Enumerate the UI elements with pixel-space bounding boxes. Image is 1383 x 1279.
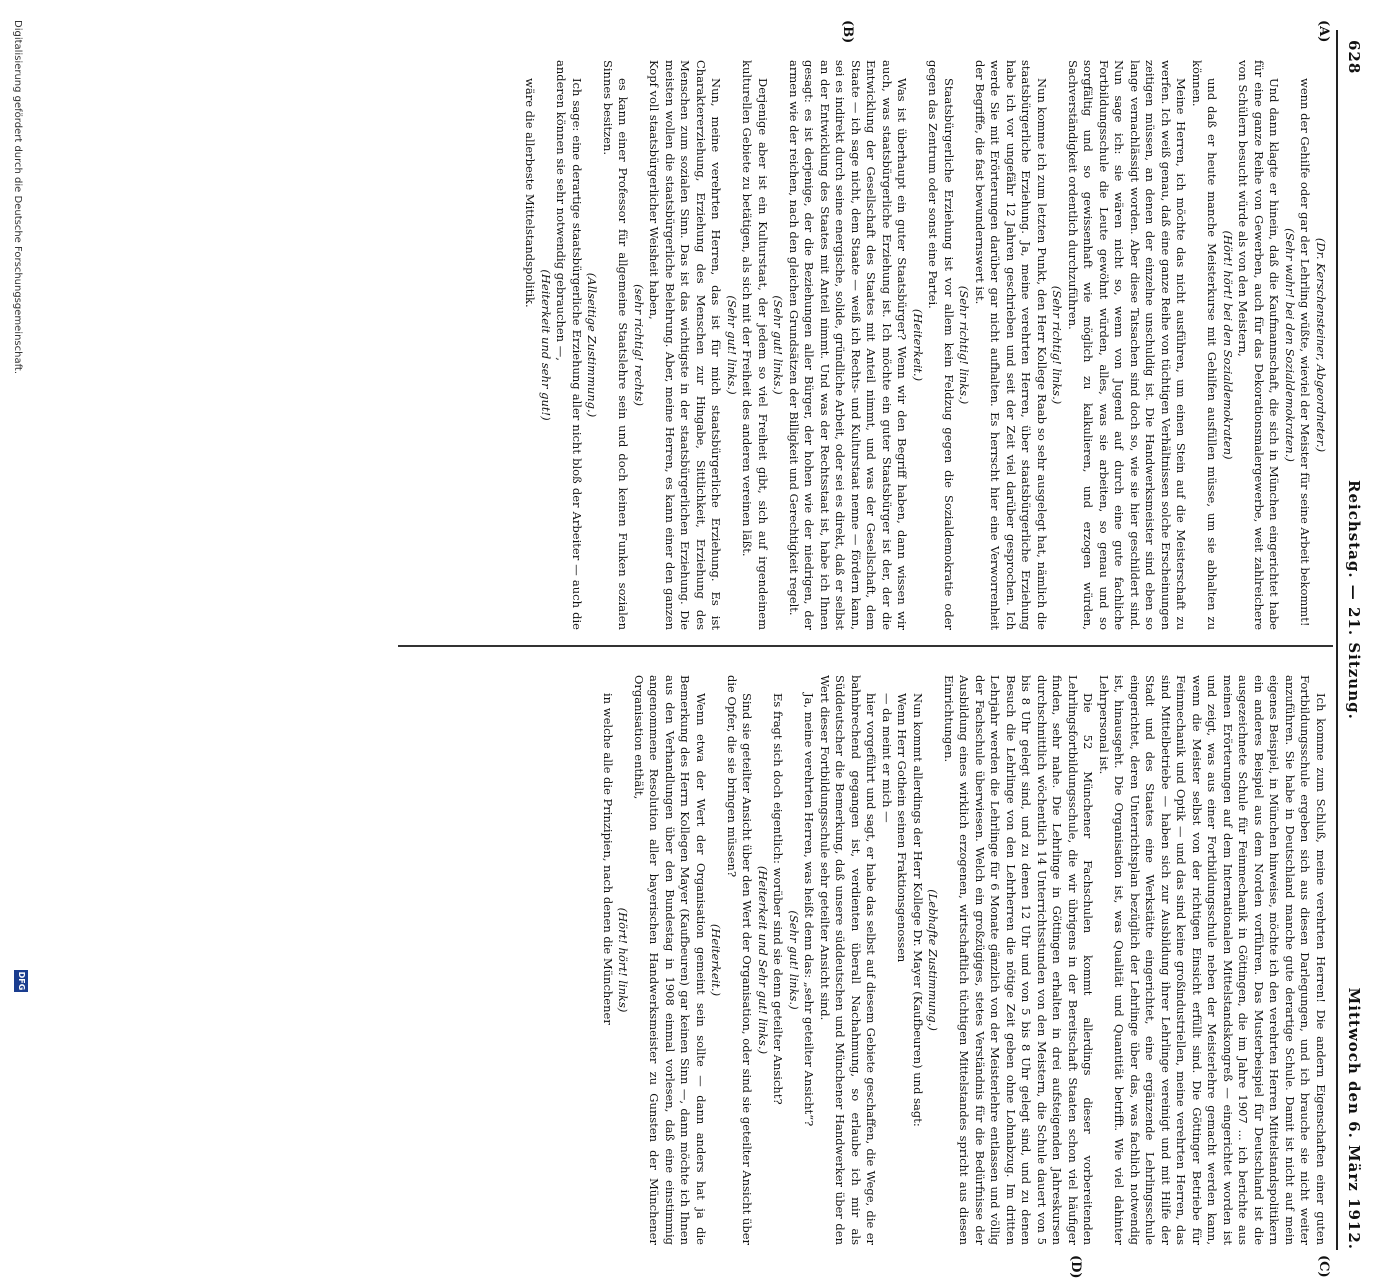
paragraph: Meine Herren, ich möchte das nicht ausführen, um einen Stein auf die Meisterschaft zu werfen. Ich weiß genau, daß eine ganze Reihe von tüchtigen Verhältnissen solche Erscheinungen zeitigen müssen, an denen der einzelne unschuldig ist. Die Handwerksmeister sind eben so lange vernachlässigt worden. Aber diese Tatsachen sind doch so, wie sie hier geschildert sind. Nun sage ich: sie wären nicht so, wenn von Jugend auf durch eine gute fachliche Fortbildungsschule die Leute gewöhnt würden, alles, was sie arbeiten, so genau und so sorgfältig und so gewissenhaft wie möglich zu kalkulieren, und erzogen würden, Sachverständigkeit ordentlich durchzuführen. [1066, 60, 1189, 630]
paragraph: (Sehr wahr! bei den Sozialdemokraten.) [1283, 228, 1297, 462]
paragraph: (Lebhafte Zustimmung.) [926, 889, 941, 1031]
margin-label-a: (A) [1316, 20, 1331, 43]
paragraph: Wenn Herr Gothein seinen Fraktionsgenossen [895, 693, 910, 963]
paragraph: wenn der Gehilfe oder gar der Lehrling wüßte, wieviel der Meister für seine Arbeit bekommt! [1298, 78, 1313, 627]
paragraph: wäre die allerbeste Mittelstandspolitik. [523, 78, 538, 308]
paragraph: Was ist überhaupt ein guter Staatsbürger? Wenn wir den Begriff haben, dann wissen wir auch, was staatsbürgerliche Erziehung ist. Ich möchte ein guter Staatsbürger ist der, der die Entwicklung der Gesellschaft des Staates mit Anteil nimmt, und was der Gesellschaft, dem Staate — ich sage nicht, dem Staate — weiß ich Rechts- und Kulturstaat nenne — fördern kann, sei es indirekt durch seine energische, solide, gründliche Arbeit, oder sei es direkt, daß er selbst an der Entwicklung des Staates mit Anteil nimmt. Und was der Rechtsstaat ist, habe ich Ihnen gesagt: es ist derjenige, der die Beziehungen aller Bürger, der hohen wie der niedrigen, der armen wie der reichen, nach den gleichen Grundsätzen der Billigkeit und Gerechtigkeit regelt. [787, 60, 910, 630]
margin-label-d: (D) [1068, 1255, 1083, 1279]
paragraph: Nun komme ich zum letzten Punkt, den Herr Kollege Raab so sehr ausgelegt hat, nämlich die staatsbürgerliche Erziehung. Ja, meine verehrten Herren, über staatsbürgerliche Erziehung habe ich vor ungefähr 12 Jahren geschrieben und seit der Zeit viel darüber gesprochen. Ich werde Sie mit Erörterungen darüber gar nicht aufhalten. Es herrscht hier eine Verworrenheit der Begriffe, die fast bewundernswert ist. [973, 60, 1049, 630]
paragraph: (Sehr gut! links.) [771, 295, 786, 395]
paragraph: es kann einer Professor für allgemeine Staatslehre sein und doch keinen Funken sozialen Sinnes besitzen. [601, 60, 631, 630]
margin-label-c: (C) [1316, 1255, 1331, 1278]
paragraph: Sind sie geteilter Ansicht über den Wert der Organisation, oder sind sie geteilter Ansicht über die Opfer, die sie bringen müssen? [725, 675, 755, 1245]
page-title: Reichstag. — 21. Sitzung. [1345, 480, 1363, 720]
paragraph: Die 52 Münchener Fachschulen kommt allerdings dieser vorbereitenden Lehrlingsfortbildungsschule, die wir übrigens in der Bereitschaft Staaten schon viel häufiger finden, sehr nahe. Die Lehrlinge in Göttingen erhalten in drei aufsteigenden Jahreskursen durchschnittlich wöchentlich 14 Unterrichtsstunden von den Meistern, die Schule dauert von 5 bis 8 Uhr gelegt sind, und zu denen 12 Uhr und von 5 bis 8 Uhr gelegt sind, und zu denen Besuch die Lehrlinge von den Lehrherren die nötige Zeit geben ohne Lohnabzug. Im dritten Lehrjahr werden die Lehrlinge für 6 Monate gänzlich von der Meisterlehre entlassen und völlig der Fachschule überwiesen. Welch ein großzügiges, stetes Verständnis für die Bedürfnisse der Ausbildung eines wirklich erzogenen, wirtschaftlich tüchtigen Mittelstandes spricht aus diesen Einrichtungen. [942, 675, 1096, 1245]
paragraph: (sehr richtig! rechts) [632, 284, 646, 406]
page-number: 628 [1345, 40, 1363, 75]
paragraph: (Hört! hört! bei den Sozialdemokraten) [1221, 230, 1235, 460]
paragraph: (Heiterkeit und sehr gut!) [539, 269, 553, 421]
paragraph: (Sehr gut! links.) [725, 295, 739, 395]
paragraph: Staatsbürgerliche Erziehung ist vor allem kein Feldzug gegen die Sozialdemokratie oder gegen das Zentrum oder sonst eine Partei. [926, 60, 956, 630]
margin-label-b: (B) [840, 20, 855, 44]
paragraph: Nun, meine verehrten Herren, das ist für mich staatsbürgerliche Erziehung. Es ist Charaktererziehung, Erziehung des Menschen zur Hingabe, Sittlichkeit, Erziehung des Menschen zum sozialen Sinn. Das ist das wichtigste in der staatsbürgerlichen Erziehung. Die meisten wollen die staatsbürgerliche Belehrung. Aber, meine Herren, es kann einer den ganzen Kopf voll staatsbürgerlicher Weisheit haben, [647, 60, 724, 630]
paragraph: hier vorgeführt und sagt, er habe das selbst auf diesem Gebiete geschaffen, die Wege, die er bahnbrechend gegangen ist, verdienten überall Nachahmung, so erlaube ich mir als Süddeutscher die Bemerkung, daß unsere süddeutschen und Münchener Handwerker über den Wert dieser Fortbildungsschule sehr geteilter Ansicht sind. [818, 675, 879, 1245]
paragraph: (Sehr richtig! links.) [957, 285, 972, 405]
paragraph: (Hört! hört! links) [616, 907, 631, 1013]
left-column [398, 60, 1328, 630]
paragraph: (Heiterkeit.) [709, 923, 724, 997]
paragraph: Ich komme zum Schluß, meine verehrten Herren! Die andern Eigenschaften einer guten Fortbildungsschule ergeben sich aus diesen Darlegungen, und ich brauche sie nicht weiter anzuführen. Sie habe in Deutschland manche gute derartige Schule. Damit ist nicht auf mein eigenes Beispiel, in München hinweise, möchte ich den verehrten Herren Mittelstandspolitikern ein anderes Beispiel aus dem Norden vorführen. Das Musterbeispiel für Deutschland ist die ausgezeichnete Schule für Feinmechanik in Göttingen, die im Jahre 1907 ... ich berichte aus meinen Erörterungen auf dem Internationalen Mittelstandskongreß — eingerichtet worden ist und zeigt, was aus einer Fortbildungsschule neben der Meisterlehre gemacht werden kann, wenn die Meister selbst von der richtigen Einsicht erfüllt sind. Die Göttinger Betriebe für Feinmechanik und Optik — und das sind keine großindustriellen, meine verehrten Herren, das sind Mittelbetriebe — haben sich zur Ausbildung ihrer Lehrlinge vereinigt und mit Hilfe der Stadt und des Staates eine Werkstätte eingerichtet, eine ergänzende Lehrlingsschule eingerichtet, deren Unterrichtsplan bezüglich der Lehrlinge über das, was fachlich notwendig ist, hinausgeht. Die Organisation ist, was Qualität und Quantität betrifft. Wie viel dahinter Lehrpersonal ist. [1097, 675, 1328, 1245]
column-divider [398, 645, 1333, 647]
right-column [398, 675, 1328, 1245]
dfg-logo: DFG [14, 970, 28, 992]
paragraph: (Heiterkeit.) [911, 308, 925, 382]
paragraph: (Dr. Kerschensteiner, Abgeordneter.) [1314, 237, 1328, 453]
paragraph: (Sehr gut! links.) [787, 910, 801, 1010]
paragraph: in welche alle die Prinzipien, nach denen die Münchener [601, 693, 615, 1025]
paragraph: (Sehr richtig! links.) [1050, 285, 1065, 405]
session-date: Mittwoch den 6. März 1912. [1345, 987, 1363, 1250]
paragraph: Derjenige aber ist ein Kulturstaat, der jedem so viel Freiheit gibt, sich auf irgendeinem kulturellen Gebiete zu betätigen, als sich mit der Freiheit des anderen vereinen läßt. [740, 60, 770, 630]
page-header [1339, 40, 1363, 1250]
paragraph: — da meint er mich — [880, 693, 894, 823]
paragraph: Nun kommt allerdings der Herr Kollege Dr. Mayer (Kaufbeuren) und sagt: [911, 693, 925, 1127]
paragraph: (Heiterkeit und Sehr gut! links.) [756, 865, 770, 1055]
paragraph: Wenn etwa der Wert der Organisation gemeint sein sollte — dann anders hat ja die Bemerkung des Herrn Kollegen Mayer (Kaufbeuren) gar keinen Sinn —, dann möchte ich Ihnen aus den Verhandlungen über den Bundestag in 1908 einmal vorlesen, daß eine einstimmig angenommene Resolution aller bayerischen Handwerksmeister zu Gunsten der Münchener Organisation enthält, [632, 675, 708, 1245]
header-rule [1336, 30, 1338, 1250]
paragraph: Und dann klagte er hinein, daß die Kaufmannschaft, die sich in München eingerichtet habe für eine ganze Reihe von Gewerben, auch für das Dekorationsmalergewerbe, weit zahlreichere von Schülern besucht würde als von den Meistern, [1236, 60, 1282, 630]
paragraph: Es fragt sich doch eigentlich: worüber sind sie denn geteilter Ansicht? [771, 693, 786, 1105]
paragraph: (Allseitige Zustimmung.) [585, 272, 600, 418]
digitization-footer: Digitalisierung gefördert durch die Deutsche Forschungsgemeinschaft. [12, 20, 23, 375]
paragraph: Ich sage: eine derartige staatsbürgerliche Erziehung aller nicht bloß der Arbeiter — auch die anderen können sie sehr notwendig gebrauchen —, [554, 60, 584, 630]
paragraph: und daß er heute manche Meisterkurse mit Gehilfen ausfüllen müsse, um sie abhalten zu können. [1190, 60, 1220, 630]
paragraph: Ja, meine verehrten Herren, was heißt denn das: „sehr geteilter Ansicht“? [802, 693, 817, 1127]
